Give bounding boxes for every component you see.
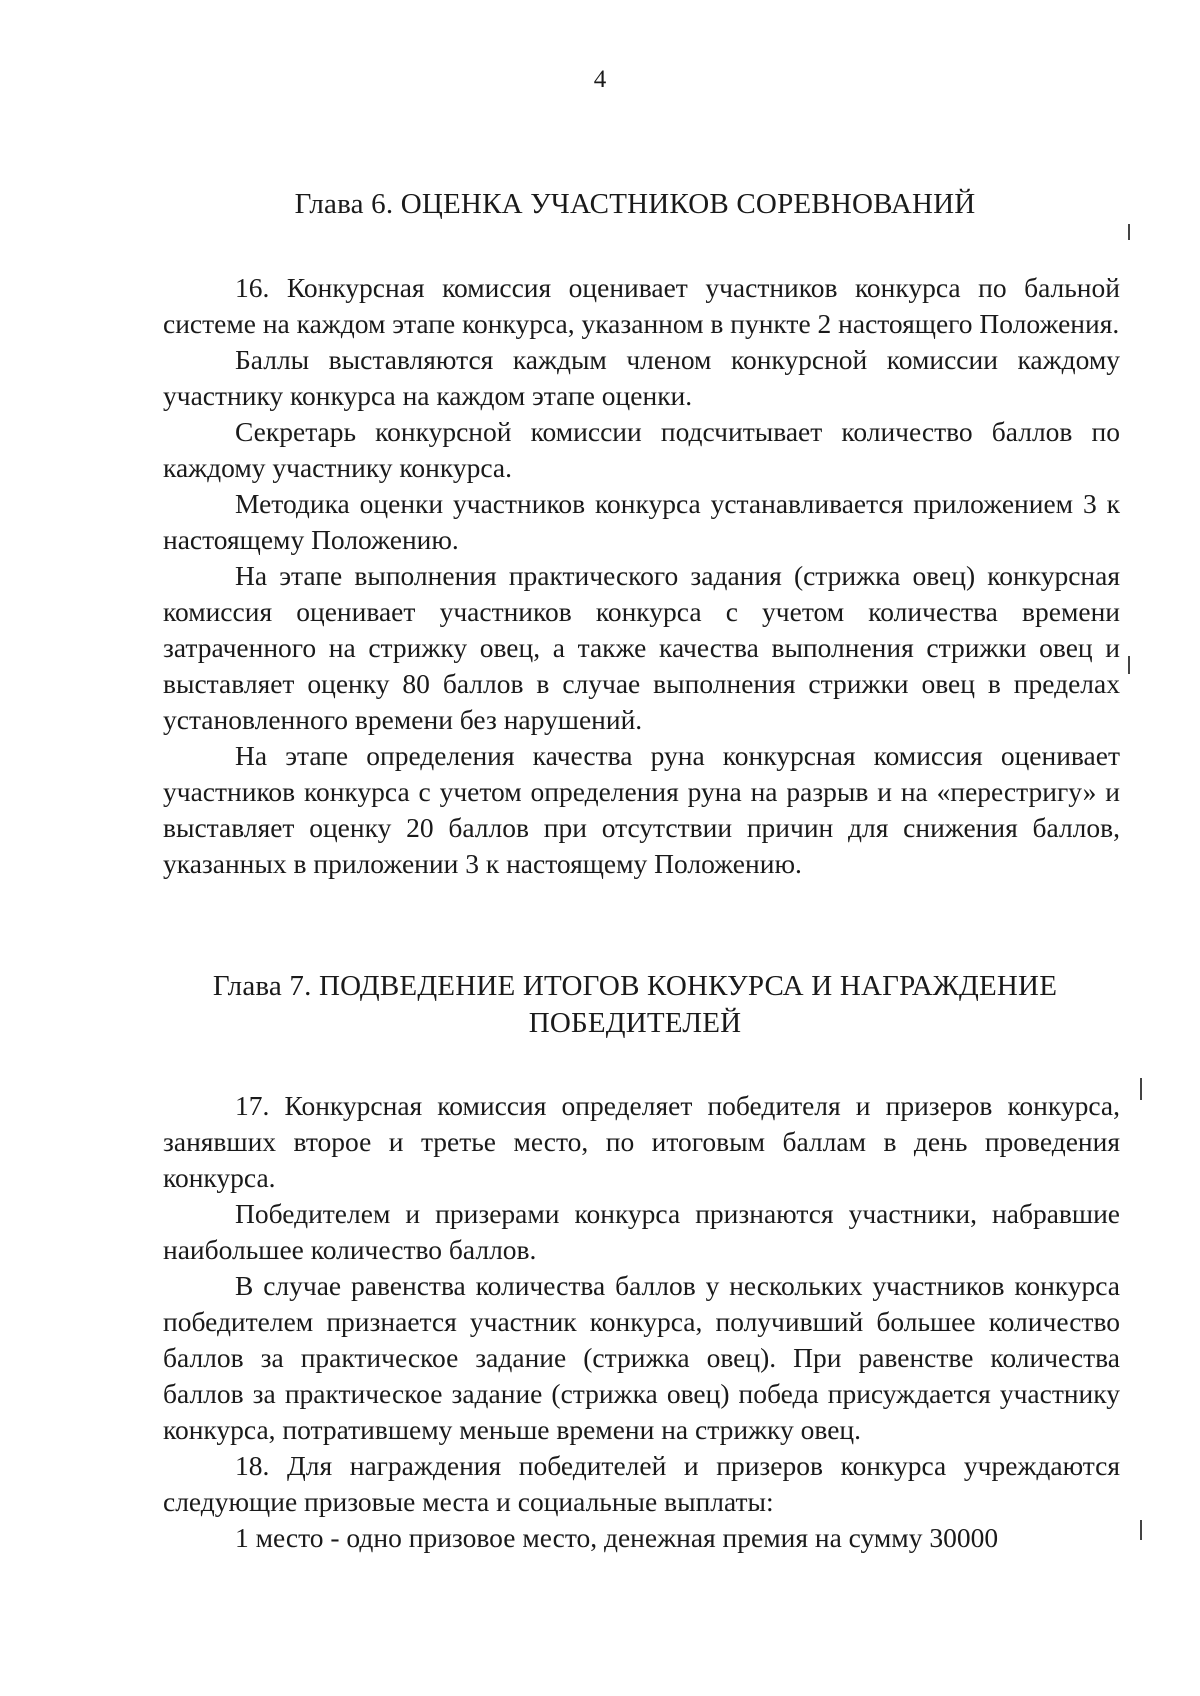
paragraph: Методика оценки участников конкурса устанавливается приложением 3 к настоящему Положению. xyxy=(163,488,1120,555)
paragraph: 18. Для награждения победителей и призеров конкурса учреждаются следующие призовые места и социальные выплаты: xyxy=(163,1450,1120,1517)
chapter-7-heading: Глава 7. ПОДВЕДЕНИЕ ИТОГОВ КОНКУРСА И НАГРАЖДЕНИЕ ПОБЕДИТЕЛЕЙ xyxy=(212,970,1058,1039)
page-number: 4 xyxy=(593,66,607,93)
paragraph: Секретарь конкурсной комиссии подсчитывает количество баллов по каждому участнику конкурса. xyxy=(163,416,1120,483)
paragraph: В случае равенства количества баллов у нескольких участников конкурса победителем признается участник конкурса, получивший большее количество баллов за практическое задание (стрижка овец). При равенстве количества баллов за практическое задание (стрижка овец) победа присуждается участнику конкурса, потратившему меньше времени на стрижку овец. xyxy=(163,1270,1120,1445)
paragraph: Баллы выставляются каждым членом конкурсной комиссии каждому участнику конкурса на каждом этапе оценки. xyxy=(163,344,1120,411)
margin-scan-mark xyxy=(1128,224,1130,240)
margin-scan-mark xyxy=(1140,1078,1142,1100)
chapter-6-body xyxy=(163,270,1120,882)
margin-scan-mark xyxy=(1128,656,1130,674)
paragraph: На этапе выполнения практического задания (стрижка овец) конкурсная комиссия оценивает участников конкурса с учетом количества времени затраченного на стрижку овец, а также качества выполнения стрижки овец и выставляет оценку 80 баллов в случае выполнения стрижки овец в пределах установленного времени без нарушений. xyxy=(163,560,1120,735)
paragraph: 1 место - одно призовое место, денежная премия на сумму 30000 xyxy=(235,1522,999,1553)
chapter-6-heading: Глава 6. ОЦЕНКА УЧАСТНИКОВ СОРЕВНОВАНИЙ xyxy=(294,188,976,220)
paragraph: 17. Конкурсная комиссия определяет победителя и призеров конкурса, занявших второе и третье место, по итоговым баллам в день проведения конкурса. xyxy=(163,1090,1120,1193)
margin-scan-mark xyxy=(1140,1520,1142,1540)
paragraph: 16. Конкурсная комиссия оценивает участников конкурса по бальной системе на каждом этапе конкурса, указанном в пункте 2 настоящего Положения. xyxy=(163,272,1120,339)
chapter-7-body xyxy=(163,1088,1120,1556)
paragraph: Победителем и призерами конкурса признаются участники, набравшие наибольшее количество баллов. xyxy=(163,1198,1120,1265)
paragraph: На этапе определения качества руна конкурсная комиссия оценивает участников конкурса с учетом определения руна на разрыв и на «перестригу» и выставляет оценку 20 баллов при отсутствии причин для снижения баллов, указанных в приложении 3 к настоящему Положению. xyxy=(163,740,1120,879)
